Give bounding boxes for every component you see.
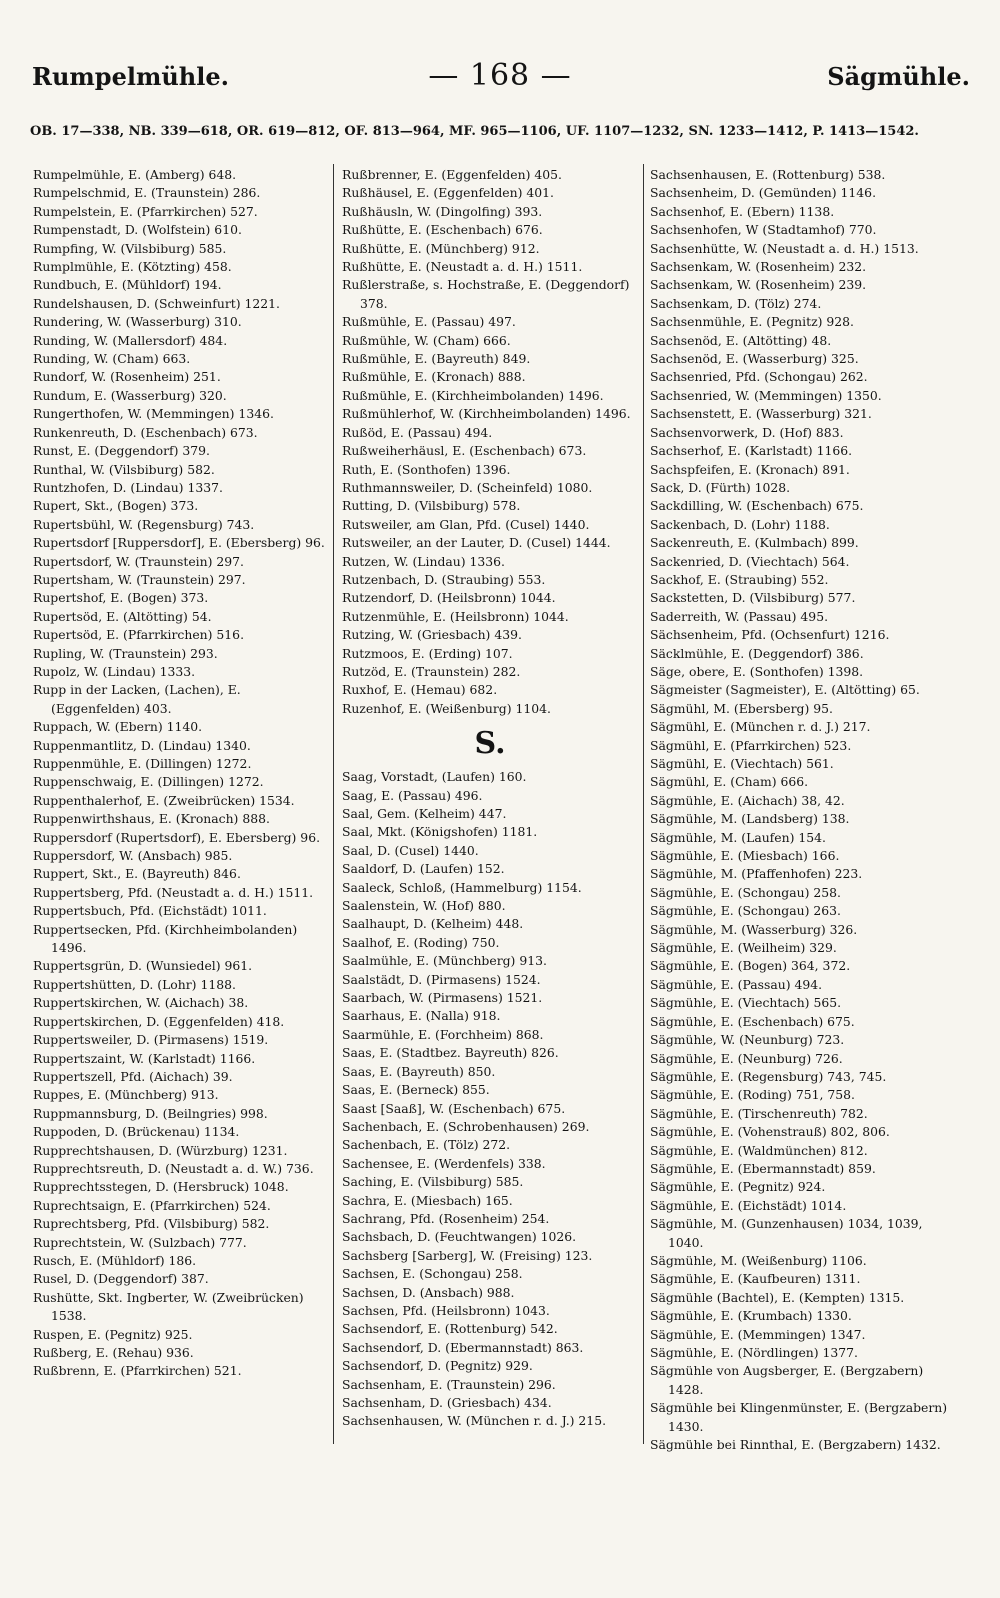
index-entry: Ruppenthalerhof, E. (Zweibrücken) 1534.: [33, 792, 295, 808]
index-entry: Ruppersdorf (Rupertsdorf), E. Ebersberg) 96.: [33, 829, 321, 845]
index-entry: Ruppersdorf, W. (Ansbach) 985.: [33, 848, 233, 864]
index-entry: Sägmeister (Sagmeister), E. (Altötting) 65.: [650, 682, 920, 698]
index-entry: Rupertsbühl, W. (Regensburg) 743.: [33, 516, 255, 532]
index-entry: Sägmühle, E. (Weilheim) 329.: [650, 940, 837, 956]
index-entry: Sachsenhausen, W. (München r. d. J.) 215.: [342, 1413, 607, 1429]
letter-heading: S.: [474, 726, 506, 762]
index-entry: Rußhäusln, W. (Dingolfing) 393.: [342, 203, 543, 219]
index-entry: Rumpelmühle, E. (Amberg) 648.: [33, 167, 237, 182]
index-entry: Saag, Vorstadt, (Laufen) 160.: [342, 769, 527, 785]
index-entry: Saalenstein, W. (Hof) 880.: [342, 898, 506, 914]
index-entry: Rumpfing, W. (Vilsbiburg) 585.: [33, 240, 227, 256]
index-entry: Sägmühle, E. (Bogen) 364, 372.: [650, 958, 851, 974]
index-entry: Rupertsöd, E. (Altötting) 54.: [33, 608, 212, 624]
index-entry: Sägmühle, M. (Pfaffenhofen) 223.: [650, 866, 863, 882]
index-entry: Saderreith, W. (Passau) 495.: [650, 608, 829, 624]
index-entry: Ruppertsberg, Pfd. (Neustadt a. d. H.) 1511.: [33, 884, 314, 900]
index-entry: Sachsenvorwerk, D. (Hof) 883.: [650, 424, 844, 440]
index-entry: Ruppertskirchen, W. (Aichach) 38.: [33, 995, 249, 1011]
index-entry: Sachsenheim, D. (Gemünden) 1146.: [650, 185, 877, 201]
index-entry: Sägmühle (Bachtel), E. (Kempten) 1315.: [650, 1289, 905, 1305]
column-rule: [333, 164, 334, 1444]
index-entry: Saast [Saaß], W. (Eschenbach) 675.: [342, 1100, 566, 1116]
index-entry: Sägmühle, E. (Eschenbach) 675.: [650, 1013, 855, 1029]
index-entry: Sägmühle, E. (Pegnitz) 924.: [650, 1179, 826, 1195]
index-entry: Rußbrenn, E. (Pfarrkirchen) 521.: [33, 1363, 242, 1379]
index-entry: Rutzmoos, E. (Erding) 107.: [342, 645, 513, 661]
index-entry: Sägmühle, E. (Neunburg) 726.: [650, 1050, 843, 1066]
index-entry: Sachsenhausen, E. (Rottenburg) 538.: [650, 167, 886, 182]
index-entry: Rußöd, E. (Passau) 494.: [342, 424, 493, 440]
index-entry: Sägmühle bei Rinnthal, E. (Bergzabern) 1432.: [650, 1437, 941, 1453]
index-entry: Sachenbach, E. (Schrobenhausen) 269.: [342, 1118, 590, 1134]
index-entry: Säcklmühle, E. (Deggendorf) 386.: [650, 645, 864, 661]
index-entry: Rumpenstadt, D. (Wolfstein) 610.: [33, 222, 242, 238]
index-entry: Sachsenham, D. (Griesbach) 434.: [342, 1395, 552, 1410]
index-entry: Ruppoden, D. (Brückenau) 1134.: [33, 1124, 240, 1140]
index-entry: Sachsendorf, E. (Rottenburg) 542.: [342, 1321, 558, 1337]
index-entry: Rundering, W. (Wasserburg) 310.: [33, 314, 242, 330]
index-entry: Rungerthofen, W. (Memmingen) 1346.: [33, 406, 274, 422]
index-entry: Ruppenmantlitz, D. (Lindau) 1340.: [33, 737, 251, 753]
index-entry: Sägmühle, E. (Miesbach) 166.: [650, 848, 840, 864]
index-entry: Sachsenham, E. (Traunstein) 296.: [342, 1376, 556, 1392]
header-right-catchword: Sägmühle.: [827, 62, 970, 91]
index-entry: Rupling, W. (Traunstein) 293.: [33, 645, 218, 661]
index-entry: Sachsberg [Sarberg], W. (Freising) 123.: [342, 1247, 593, 1263]
index-entry: Rusel, D. (Deggendorf) 387.: [33, 1271, 209, 1287]
column-3: [650, 166, 948, 1454]
index-entry: Sackdilling, W. (Eschenbach) 675.: [650, 498, 864, 514]
index-entry: Rußhäusel, E. (Eggenfelden) 401.: [342, 185, 554, 201]
index-entry: Saal, Mkt. (Königshofen) 1181.: [342, 824, 538, 840]
index-entry: Sachensee, E. (Werdenfels) 338.: [342, 1155, 546, 1171]
index-entry: Rußbrenner, E. (Eggenfelden) 405.: [342, 167, 562, 182]
index-entry: Rutzenbach, D. (Straubing) 553.: [342, 571, 546, 587]
index-entry: Runkenreuth, D. (Eschenbach) 673.: [33, 424, 258, 440]
index-entry: Sägmühle, E. (Kaufbeuren) 1311.: [650, 1271, 861, 1287]
index-entry: Saarbach, W. (Pirmasens) 1521.: [342, 990, 543, 1006]
index-entry: Sägmühle, E. (Passau) 494.: [650, 976, 823, 992]
index-entry: Rupprechtsreuth, D. (Neustadt a. d. W.) 736.: [33, 1160, 314, 1176]
index-entry: Sägmühle, M. (Landsberg) 138.: [650, 811, 850, 827]
index-entry: Saas, E. (Berneck) 855.: [342, 1082, 490, 1098]
index-entry: Saalmühle, E. (Münchberg) 913.: [342, 953, 547, 969]
index-entry: Sachsenstett, E. (Wasserburg) 321.: [650, 406, 872, 422]
index-entry: Sägmühle, E. (Aichach) 38, 42.: [650, 792, 845, 808]
index-entry: Saal, Gem. (Kelheim) 447.: [342, 806, 507, 821]
district-abbreviations: OB. 17—338, NB. 339—618, OR. 619—812, OF. 813—964, MF. 965—1106, UF. 1107—1232, SN. 1233—1412, P. 1413—1542.: [30, 124, 919, 139]
index-entry: Saching, E. (Vilsbiburg) 585.: [342, 1174, 524, 1190]
index-entry: Rußberg, E. (Rehau) 936.: [33, 1345, 194, 1360]
index-entry: Sägmühle, M. (Weißenburg) 1106.: [650, 1252, 867, 1268]
index-entry: Ruppertszell, Pfd. (Aichach) 39.: [33, 1068, 233, 1084]
index-entry: Rußhütte, E. (Münchberg) 912.: [342, 240, 540, 256]
index-entry: Sägmühle, E. (Waldmünchen) 812.: [650, 1142, 868, 1158]
index-entry: Sackhof, E. (Straubing) 552.: [650, 571, 829, 587]
index-entry: Runthal, W. (Vilsbiburg) 582.: [33, 461, 215, 477]
index-entry: Rumplmühle, E. (Kötzting) 458.: [33, 259, 232, 275]
index-entry: Ruppenschwaig, E. (Dillingen) 1272.: [33, 774, 264, 790]
index-entry: Ruxhof, E. (Hemau) 682.: [342, 682, 498, 698]
index-entry: Rußlerstraße, s. Hochstraße, E. (Deggendorf) 378.: [342, 277, 630, 311]
index-entry: Sachserhof, E. (Karlstadt) 1166.: [650, 443, 853, 459]
index-entry: Rupp in der Lacken, (Lachen), E. (Eggenfelden) 403.: [33, 682, 241, 716]
index-entry: Sackenried, D. (Viechtach) 564.: [650, 553, 850, 569]
index-entry: Sägmühle, E. (Nördlingen) 1377.: [650, 1345, 858, 1360]
index-entry: Rupertshof, E. (Bogen) 373.: [33, 590, 209, 606]
index-entry: Sägmühl, E. (Pfarrkirchen) 523.: [650, 737, 852, 753]
index-entry: Sägmühl, M. (Ebersberg) 95.: [650, 700, 833, 716]
index-entry: Ruprechtstein, W. (Sulzbach) 777.: [33, 1234, 247, 1250]
index-entry: Ruppertsgrün, D. (Wunsiedel) 961.: [33, 958, 253, 974]
index-entry: Rupertsöd, E. (Pfarrkirchen) 516.: [33, 627, 245, 643]
index-entry: Rupprechtsstegen, D. (Hersbruck) 1048.: [33, 1179, 289, 1195]
index-entry: Ruppertsecken, Pfd. (Kirchheimbolanden) 1496.: [33, 921, 298, 956]
index-entry: Saaleck, Schloß, (Hammelburg) 1154.: [342, 879, 582, 895]
index-entry: Saalstädt, D. (Pirmasens) 1524.: [342, 971, 541, 987]
index-entry: Sachsenöd, E. (Wasserburg) 325.: [650, 351, 859, 367]
index-entry: Sachsenried, Pfd. (Schongau) 262.: [650, 369, 868, 385]
index-entry: Rutzöd, E. (Traunstein) 282.: [342, 663, 521, 679]
index-entry: Saalhaupt, D. (Kelheim) 448.: [342, 916, 524, 932]
index-entry: Saag, E. (Passau) 496.: [342, 787, 483, 803]
index-entry: Rutting, D. (Vilsbiburg) 578.: [342, 498, 521, 514]
index-entry: Sachenbach, E. (Tölz) 272.: [342, 1137, 511, 1153]
column-rule: [643, 164, 644, 1444]
index-entry: Sachsenried, W. (Memmingen) 1350.: [650, 387, 882, 403]
index-entry: Rußmühle, E. (Passau) 497.: [342, 314, 516, 330]
index-entry: Saal, D. (Cusel) 1440.: [342, 842, 479, 858]
index-entry: Sack, D. (Fürth) 1028.: [650, 479, 791, 495]
index-entry: Ruppertszaint, W. (Karlstadt) 1166.: [33, 1050, 256, 1066]
index-entry: Sägmühle, M. (Laufen) 154.: [650, 829, 826, 845]
index-entry: Sägmühle, E. (Krumbach) 1330.: [650, 1308, 852, 1324]
index-entry: Sachsendorf, D. (Ebermannstadt) 863.: [342, 1339, 584, 1355]
index-entry: Rutzen, W. (Lindau) 1336.: [342, 553, 506, 569]
index-entry: Saarhaus, E. (Nalla) 918.: [342, 1008, 501, 1024]
index-entry: Ruppertskirchen, D. (Eggenfelden) 418.: [33, 1013, 285, 1029]
index-entry: Ruzenhof, E. (Weißenburg) 1104.: [342, 700, 551, 716]
index-entry: Sägmühle, E. (Schongau) 258.: [650, 884, 841, 900]
index-entry: Rußmühle, E. (Bayreuth) 849.: [342, 351, 531, 367]
index-entry: Ruppach, W. (Ebern) 1140.: [33, 719, 203, 735]
index-entry: Saas, E. (Stadtbez. Bayreuth) 826.: [342, 1045, 559, 1061]
index-entry: Ruppertsbuch, Pfd. (Eichstädt) 1011.: [33, 903, 267, 919]
index-entry: Saalhof, E. (Roding) 750.: [342, 934, 500, 950]
index-entry: Sägmühle von Augsberger, E. (Bergzabern) 1428.: [650, 1363, 924, 1397]
index-entry: Rupertsham, W. (Traunstein) 297.: [33, 571, 246, 587]
index-entry: Runtzhofen, D. (Lindau) 1337.: [33, 479, 223, 495]
index-entry: Sägmühle, M. (Wasserburg) 326.: [650, 921, 858, 937]
index-entry: Säge, obere, E. (Sonthofen) 1398.: [650, 663, 864, 679]
index-entry: Sachsenöd, E. (Altötting) 48.: [650, 332, 832, 348]
index-entry: Ruthmannsweiler, D. (Scheinfeld) 1080.: [342, 479, 593, 495]
index-entry: Sägmühle, M. (Gunzenhausen) 1034, 1039, 1040.: [650, 1216, 923, 1250]
column-1: [33, 166, 329, 1381]
index-entry: Sägmühle, E. (Roding) 751, 758.: [650, 1087, 855, 1103]
index-entry: Rusch, E. (Mühldorf) 186.: [33, 1252, 197, 1268]
index-entry: Sägmühle, E. (Tirschenreuth) 782.: [650, 1105, 868, 1121]
column-2: [342, 166, 638, 1431]
index-entry: Sägmühle, E. (Schongau) 263.: [650, 903, 841, 919]
index-entry: Rußmühle, E. (Kirchheimbolanden) 1496.: [342, 387, 604, 403]
index-entry: Runding, W. (Cham) 663.: [33, 351, 191, 367]
index-entry: Sachspfeifen, E. (Kronach) 891.: [650, 461, 850, 477]
index-entry: Rutzendorf, D. (Heilsbronn) 1044.: [342, 590, 556, 606]
index-entry: Runding, W. (Mallersdorf) 484.: [33, 332, 228, 348]
index-entry: Rundum, E. (Wasserburg) 320.: [33, 387, 227, 403]
index-entry: Sachra, E. (Miesbach) 165.: [342, 1192, 513, 1208]
index-entry: Rußmühle, E. (Kronach) 888.: [342, 369, 526, 385]
index-entry: Rundorf, W. (Rosenheim) 251.: [33, 369, 221, 385]
column-2-entries: [342, 166, 638, 718]
index-entry: Sächsenheim, Pfd. (Ochsenfurt) 1216.: [650, 627, 890, 643]
index-entry: Rumpelschmid, E. (Traunstein) 286.: [33, 185, 261, 201]
index-entry: Ruth, E. (Sonthofen) 1396.: [342, 461, 511, 477]
index-entry: Sägmühle, W. (Neunburg) 723.: [650, 1032, 845, 1048]
index-entry: Rupertsdorf, W. (Traunstein) 297.: [33, 553, 244, 569]
index-entry: Rundelshausen, D. (Schweinfurt) 1221.: [33, 295, 280, 311]
index-entry: Rutsweiler, am Glan, Pfd. (Cusel) 1440.: [342, 516, 590, 532]
index-entry: Sackstetten, D. (Vilsbiburg) 577.: [650, 590, 856, 606]
index-entry: Ruprechtsaign, E. (Pfarrkirchen) 524.: [33, 1197, 271, 1213]
index-entry: Sachsenkam, W. (Rosenheim) 232.: [650, 259, 867, 275]
index-entry: Sachsendorf, D. (Pegnitz) 929.: [342, 1358, 533, 1374]
index-entry: Rupert, Skt., (Bogen) 373.: [33, 498, 199, 514]
index-entry: Ruppenmühle, E. (Dillingen) 1272.: [33, 756, 252, 771]
column-2-entries-after: [342, 768, 638, 1431]
index-entry: Rumpelstein, E. (Pfarrkirchen) 527.: [33, 203, 258, 219]
page-number: — 168 —: [428, 58, 572, 93]
index-entry: Rutsweiler, an der Lauter, D. (Cusel) 1444.: [342, 535, 611, 551]
index-entry: Rutzenmühle, E. (Heilsbronn) 1044.: [342, 608, 569, 624]
index-entry: Sachsenmühle, E. (Pegnitz) 928.: [650, 314, 854, 330]
index-entry: Ruspen, E. (Pegnitz) 925.: [33, 1326, 193, 1342]
index-entry: Ruppertshütten, D. (Lohr) 1188.: [33, 976, 236, 992]
index-entry: Sachrang, Pfd. (Rosenheim) 254.: [342, 1210, 550, 1226]
index-entry: Rußhütte, E. (Eschenbach) 676.: [342, 222, 543, 238]
index-entry: Saaldorf, D. (Laufen) 152.: [342, 861, 505, 877]
index-entry: Sackenreuth, E. (Kulmbach) 899.: [650, 535, 859, 551]
index-entry: Sachsenkam, W. (Rosenheim) 239.: [650, 277, 867, 293]
index-entry: Rupolz, W. (Lindau) 1333.: [33, 663, 196, 679]
index-entry: Rundbuch, E. (Mühldorf) 194.: [33, 277, 222, 293]
index-entry: Rußmühlerhof, W. (Kirchheimbolanden) 1496.: [342, 406, 631, 422]
index-entry: Sackenbach, D. (Lohr) 1188.: [650, 516, 830, 532]
header-left-catchword: Rumpelmühle.: [32, 62, 229, 91]
index-entry: Rußhütte, E. (Neustadt a. d. H.) 1511.: [342, 259, 583, 275]
index-entry: Ruprechtsberg, Pfd. (Vilsbiburg) 582.: [33, 1216, 270, 1232]
index-entry: Rupprechtshausen, D. (Würzburg) 1231.: [33, 1142, 288, 1158]
index-entry: Rupertsdorf [Ruppersdorf], E. (Ebersberg) 96.: [33, 535, 325, 551]
running-head: [30, 58, 970, 102]
index-entry: Sägmühle, E. (Memmingen) 1347.: [650, 1326, 866, 1342]
index-entry: Sägmühle, E. (Viechtach) 565.: [650, 995, 842, 1011]
index-entry: Rushütte, Skt. Ingberter, W. (Zweibrücken) 1538.: [33, 1289, 304, 1324]
index-entry: Sägmühle, E. (Vohenstrauß) 802, 806.: [650, 1124, 890, 1140]
index-entry: Sägmühle, E. (Ebermannstadt) 859.: [650, 1160, 876, 1176]
index-entry: Runst, E. (Deggendorf) 379.: [33, 443, 210, 459]
index-entry: Rutzing, W. (Griesbach) 439.: [342, 627, 522, 643]
index-entry: Sachsen, Pfd. (Heilsbronn) 1043.: [342, 1302, 550, 1318]
index-entry: Saarmühle, E. (Forchheim) 868.: [342, 1026, 544, 1042]
index-entry: Rußweiherhäusl, E. (Eschenbach) 673.: [342, 443, 587, 459]
index-entry: Ruppmannsburg, D. (Beilngries) 998.: [33, 1105, 268, 1121]
index-entry: Sägmühl, E. (Viechtach) 561.: [650, 756, 834, 771]
index-entry: Sägmühl, E. (München r. d. J.) 217.: [650, 719, 871, 735]
index-entry: Sachsen, E. (Schongau) 258.: [342, 1266, 523, 1282]
index-entry: Sachsenkam, D. (Tölz) 274.: [650, 295, 822, 311]
index-entry: Ruppenwirthshaus, E. (Kronach) 888.: [33, 811, 270, 827]
index-entry: Sägmühle, E. (Eichstädt) 1014.: [650, 1197, 847, 1213]
index-entry: Sägmühle bei Klingenmünster, E. (Bergzabern) 1430.: [650, 1400, 948, 1434]
index-entry: Saas, E. (Bayreuth) 850.: [342, 1063, 496, 1079]
index-entry: Ruppertsweiler, D. (Pirmasens) 1519.: [33, 1032, 269, 1048]
index-entry: Ruppert, Skt., E. (Bayreuth) 846.: [33, 866, 241, 882]
index-entry: Sachsen, D. (Ansbach) 988.: [342, 1284, 515, 1300]
index-entry: Sägmühl, E. (Cham) 666.: [650, 774, 809, 790]
index-entry: Sachsenhofen, W (Stadtamhof) 770.: [650, 222, 877, 238]
index-entry: Sägmühle, E. (Regensburg) 743, 745.: [650, 1068, 887, 1084]
index-entry: Ruppes, E. (Münchberg) 913.: [33, 1087, 219, 1103]
index-entry: Sachsenhütte, W. (Neustadt a. d. H.) 1513.: [650, 240, 919, 256]
index-entry: Sachsbach, D. (Feuchtwangen) 1026.: [342, 1229, 577, 1245]
index-entry: Rußmühle, W. (Cham) 666.: [342, 332, 511, 348]
index-entry: Sachsenhof, E. (Ebern) 1138.: [650, 203, 835, 219]
